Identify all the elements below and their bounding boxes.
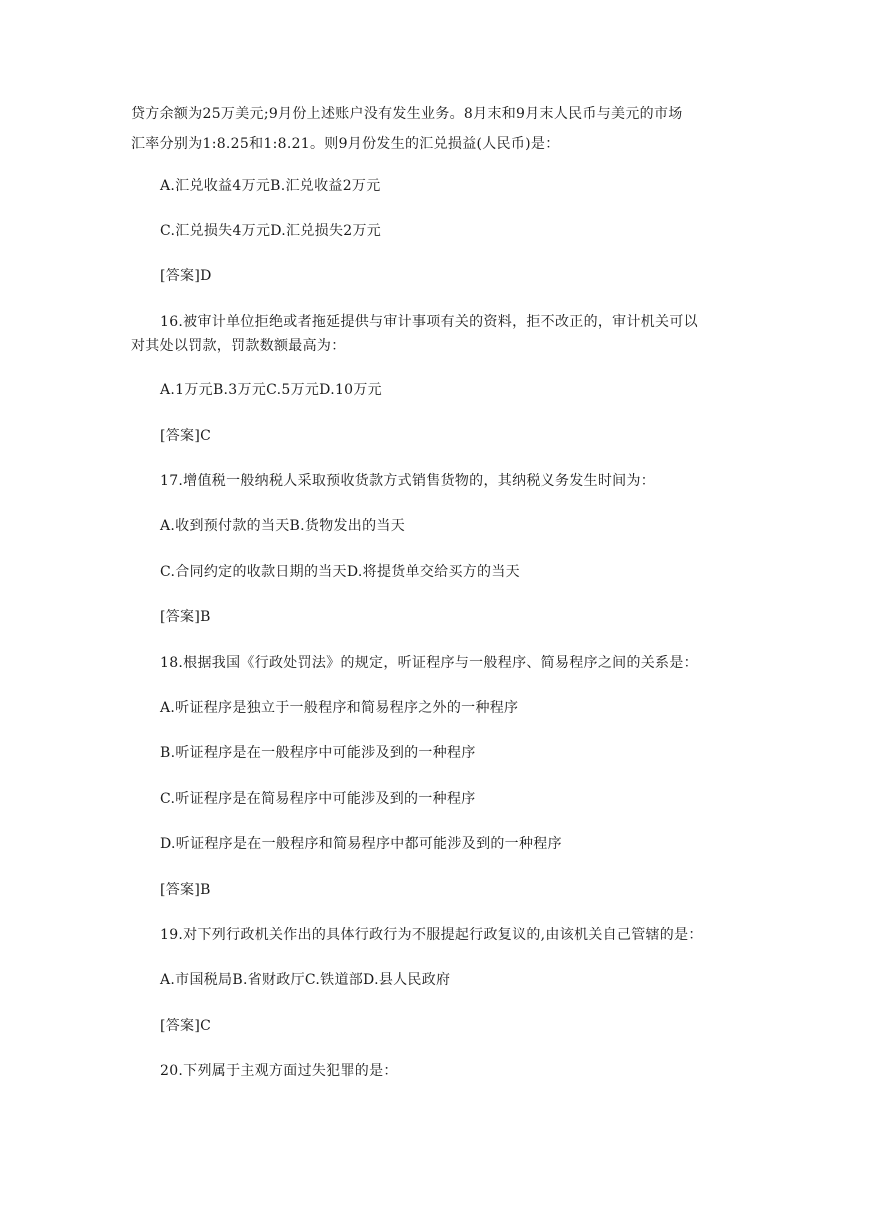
option-line: A.收到预付款的当天B.货物发出的当天 (160, 518, 405, 534)
option-line: C.汇兑损失4万元D.汇兑损失2万元 (160, 223, 382, 239)
option-line: A.市国税局B.省财政厅C.铁道部D.县人民政府 (160, 972, 451, 988)
option-line: C.合同约定的收款日期的当天D.将提货单交给买方的当天 (160, 564, 520, 580)
question-line: 19.对下列行政机关作出的具体行政行为不服提起行政复议的,由该机关自己管辖的是： (160, 927, 703, 943)
answer-line: [答案]B (160, 609, 211, 625)
option-line: D.听证程序是在一般程序和简易程序中都可能涉及到的一种程序 (160, 836, 562, 852)
option-line: A.汇兑收益4万元B.汇兑收益2万元 (160, 178, 381, 194)
question-line: 对其处以罚款，罚款数额最高为： (131, 338, 346, 354)
answer-line: [答案]B (160, 882, 211, 898)
option-line: A.听证程序是独立于一般程序和简易程序之外的一种程序 (160, 700, 519, 716)
answer-line: [答案]D (160, 268, 212, 284)
paragraph-line: 贷方余额为25万美元;9月份上述账户没有发生业务。8月末和9月末人民币与美元的市场 (131, 106, 683, 122)
option-line: A.1万元B.3万元C.5万元D.10万元 (160, 382, 382, 398)
question-line: 17.增值税一般纳税人采取预收货款方式销售货物的，其纳税义务发生时间为： (160, 473, 656, 489)
question-line: 20.下列属于主观方面过失犯罪的是： (160, 1063, 398, 1079)
answer-line: [答案]C (160, 1018, 212, 1034)
paragraph-line: 汇率分别为1:8.25和1:8.21。则9月份发生的汇兑损益(人民币)是： (131, 136, 560, 152)
answer-line: [答案]C (160, 428, 212, 444)
option-line: C.听证程序是在简易程序中可能涉及到的一种程序 (160, 791, 476, 807)
question-line: 16.被审计单位拒绝或者拖延提供与审计事项有关的资料，拒不改正的，审计机关可以 (160, 314, 698, 330)
option-line: B.听证程序是在一般程序中可能涉及到的一种程序 (160, 745, 476, 761)
question-line: 18.根据我国《行政处罚法》的规定，听证程序与一般程序、简易程序之间的关系是： (160, 655, 698, 671)
